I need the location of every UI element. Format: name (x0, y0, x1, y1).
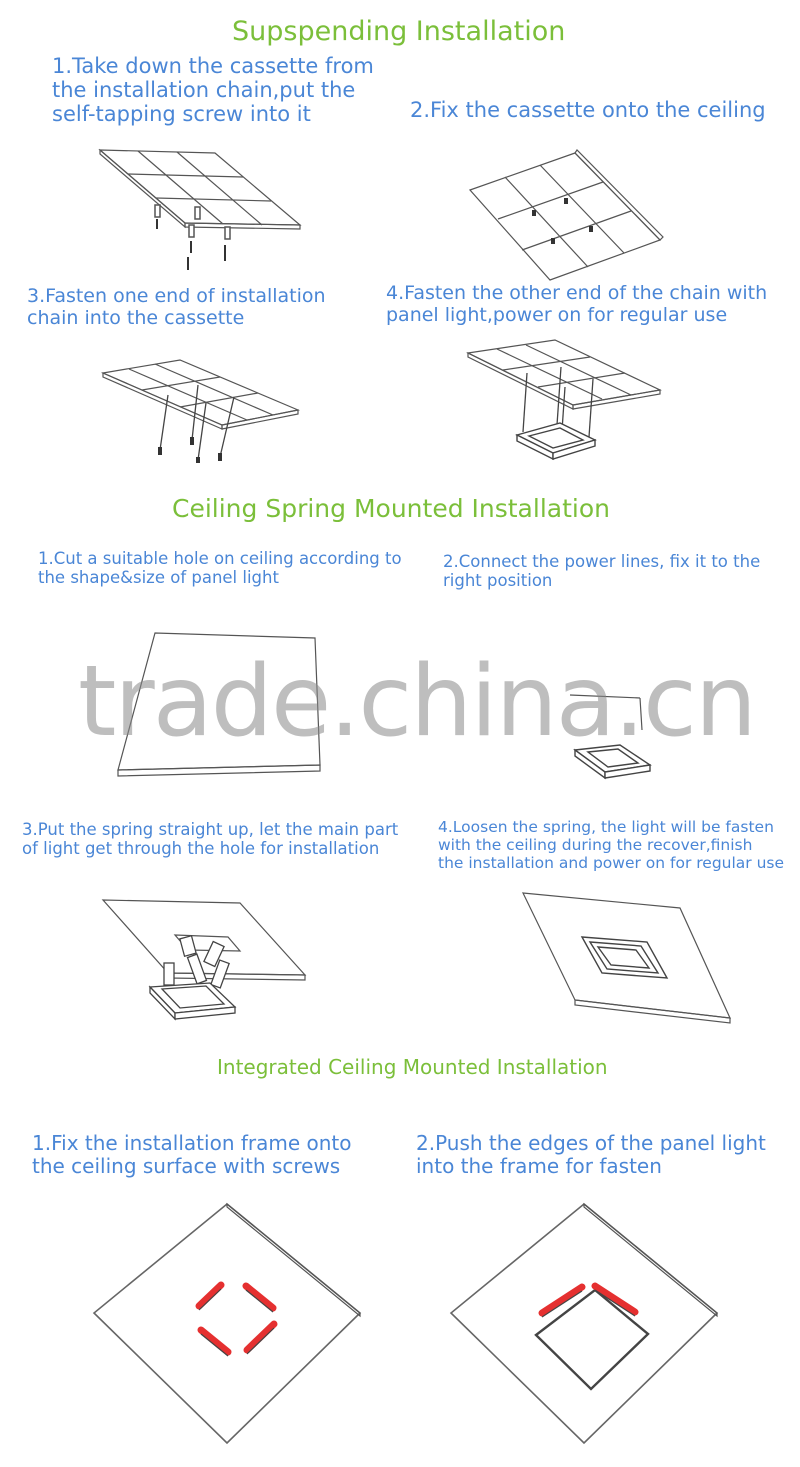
spring-step-1: 1.Cut a suitable hole on ceiling according to the shape&size of panel light (38, 549, 402, 587)
illustration-install-frame (90, 1200, 365, 1450)
illustration-panel-installed (520, 890, 735, 1030)
illustration-ceiling-grid-screws (95, 145, 310, 280)
spring-step-2: 2.Connect the power lines, fix it to the right position (443, 552, 761, 590)
section-title-spring-mounted: Ceiling Spring Mounted Installation (172, 494, 610, 523)
illustration-grid-on-ceiling (465, 150, 665, 285)
section-title-integrated: Integrated Ceiling Mounted Installation (217, 1055, 608, 1079)
integrated-step-1: 1.Fix the installation frame onto the ceiling surface with screws (32, 1131, 352, 1178)
illustration-chains-from-cassette (100, 355, 305, 465)
suspending-step-1: 1.Take down the cassette from the installation chain,put the self-tapping screw into it (52, 54, 374, 127)
suspending-step-2: 2.Fix the cassette onto the ceiling (410, 98, 766, 122)
spring-step-3: 3.Put the spring straight up, let the main part of light get through the hole for installation (22, 820, 399, 858)
illustration-spring-through-hole (100, 895, 315, 1025)
suspending-step-3: 3.Fasten one end of installation chain into the cassette (27, 285, 326, 329)
watermark: trade.china.cn (78, 645, 755, 759)
illustration-panel-into-frame (447, 1200, 722, 1450)
suspending-step-4: 4.Fasten the other end of the chain with panel light,power on for regular use (386, 282, 768, 326)
integrated-step-2: 2.Push the edges of the panel light into the frame for fasten (416, 1131, 766, 1178)
spring-step-4: 4.Loosen the spring, the light will be fasten with the ceiling during the recover,finish the installation and power on for regular use (438, 818, 785, 872)
illustration-panel-hanging (465, 335, 665, 465)
section-title-suspending: Supspending Installation (232, 16, 566, 47)
